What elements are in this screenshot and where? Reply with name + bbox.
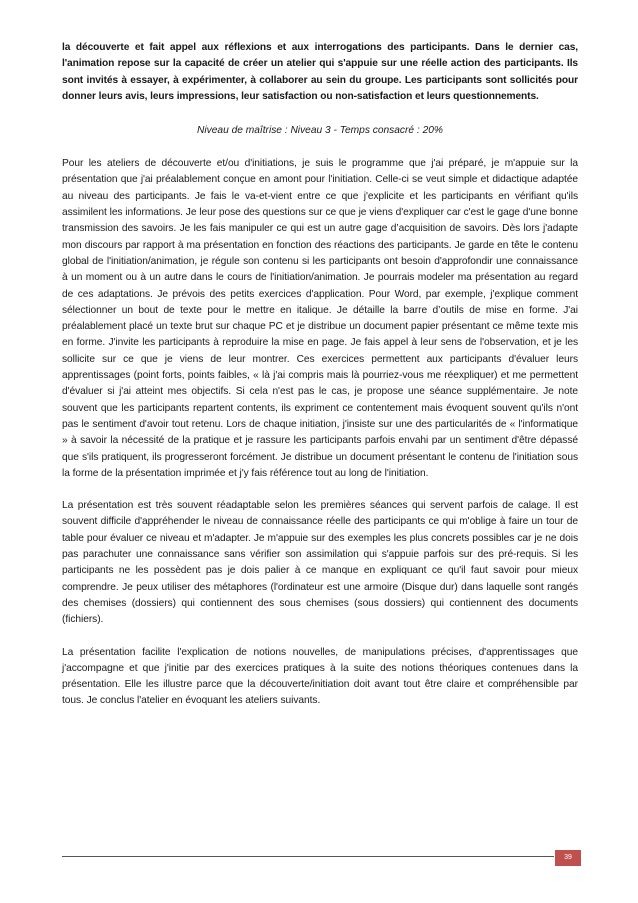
document-page: [62, 40, 578, 710]
body-paragraph-2: La présentation est très souvent réadaptable selon les premières séances qui servent parfois de calage. Il est souvent difficile d'appréhender le niveau de connaissance réelle des participants ce qui m'oblige à faire un tour de table pour évaluer ce niveau et m'adapter. Je m'appuie sur des exemples les plus concrets possibles car je ne dois pas parachuter une connaissance sans vérifier son assimilation qui s'appuie parfois sur des pré-requis. Si les participants ne les possèdent pas je dois palier à ce manque en expliquant ce qu'il faut savoir pour mieux comprendre. Je peux utiliser des métaphores (l'ordinateur est une armoire (Disque dur) dans laquelle sont rangés des chemises (dossiers) qui contiennent des sous chemises (sous dossiers) qui contiennent des documents (fichiers).: [62, 500, 578, 626]
level-line: Niveau de maîtrise : Niveau 3 - Temps consacré : 20%: [197, 125, 443, 137]
paragraph-spacer: [62, 482, 578, 498]
paragraph-spacer: [62, 629, 578, 645]
footer-rule: [62, 856, 554, 857]
body-paragraph-1: Pour les ateliers de découverte et/ou d'initiations, je suis le programme que j'ai préparé, je m'appuie sur la présentation que j'ai préalablement conçue en amont pour l'initiation. Celle-ci se veut simple et didactique adaptée au niveau des participants. Je fais le va-et-vient entre ce que j'explicite et les participants en vérifiant qu'ils assimilent les informations. Je leur pose des questions sur ce que je viens d'expliquer car c'est le gage d'une bonne transmission des savoirs. Je les fais manipuler ce qui est un autre gage d’acquisition de savoirs. Dès lors j'adapte mon discours par rapport à ma présentation en fonction des réactions des participants. Je garde en tête le contenu global de l'initiation/animation, je régule son contenu si les participants ont besoin d'approfondir une connaissance à un moment ou à un autre dans le cours de l'initiation/animation. Je pourrais modeler ma présentation au regard de ces adaptations. Je prévois des petits exercices d'application. Pour Word, par exemple, j'explique comment sélectionner un bout de texte pour le mettre en italique. Je détaille la barre d’outils de mise en forme. J'ai préalablement placé un texte brut sur chaque PC et je distribue un document papier présentant ce même texte mis en forme. J'invite les participants à reproduire la mise en page. Je fais appel à leur sens de l'observation, et je les sollicite sur ce que je viens de leur montrer. Ces exercices permettent aux participants d'évaluer leurs apprentissages (point forts, points faibles, « là j'ai compris mais là pourriez-vous me réexpliquer) et me permettent d'évaluer si j'ai atteint mes objectifs. Si cela n'est pas le cas, je propose une séance supplémentaire. Je note souvent que les participants repartent contents, ils expriment ce contentement mais évoquent souvent qu'ils n'ont pas le sentiment d'avoir tout retenu. Lors de chaque initiation, j'insiste sur une des particularités de « l'informatique » à savoir la nécessité de la pratique et je rassure les participants parfois envahi par un sentiment d'être dépassé que s'ils pratiquent, ils progresseront forcément. Je distribue un document présentant le contenu de l'initiation sous la forme de la présentation imprimée et j'y fais référence tout au long de l'initiation.: [62, 158, 578, 479]
body-paragraph-3: La présentation facilite l'explication de notions nouvelles, de manipulations précises, d'apprentissages que j'accompagne et que j'initie par des exercices pratiques à la suite des notions théoriques contenues dans la présentation. Elle les illustre parce que la découverte/initiation doit avant tout être claire et compréhensible par tous. Je conclus l'atelier en évoquant les ateliers suivants.: [62, 646, 578, 707]
intro-paragraph: la découverte et fait appel aux réflexions et aux interrogations des participants. Dans le dernier cas, l'animation repose sur la capacité de créer un atelier qui s'appuie sur une réelle action des participants. Ils sont invités à essayer, à expérimenter, à collaborer au sein du groupe. Les participants sont sollicités pour donner leurs avis, leurs impressions, leur satisfaction ou non-satisfaction et leurs questionnements.: [62, 42, 578, 102]
page-number-badge: 39: [555, 850, 581, 866]
